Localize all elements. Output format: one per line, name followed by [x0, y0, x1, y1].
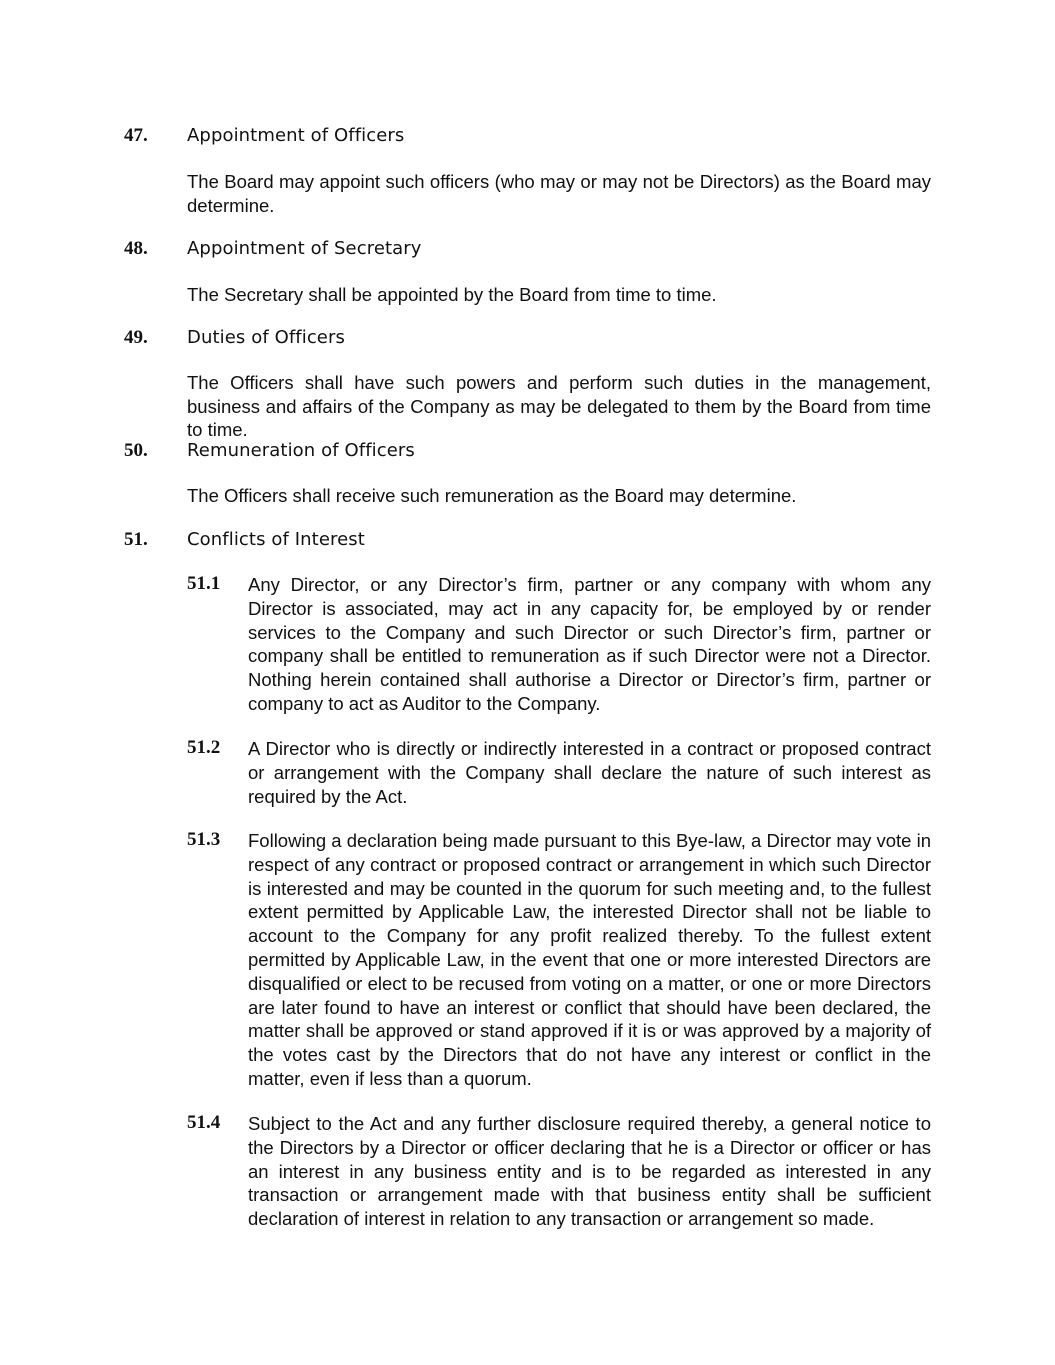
- subsection-number: 51.1: [187, 573, 221, 594]
- section-body: The Officers shall have such powers and perform such duties in the management, business and affairs of the Company as may be delegated to them by the Board from time to time.: [187, 372, 931, 441]
- subsection-number: 51.2: [187, 737, 221, 758]
- section-body: The Secretary shall be appointed by the Board from time to time.: [187, 284, 717, 305]
- subsection-body: A Director who is directly or indirectly interested in a contract or proposed contract or arrangement with the Company shall declare the nature of such interest as required by the Act.: [248, 738, 931, 807]
- section-number: 47.: [124, 125, 148, 146]
- subsection-body: Following a declaration being made pursuant to this Bye-law, a Director may vote in respect of any contract or proposed contract or arrangement in which such Director is interested and may be counted in the quorum for such meeting and, to the fullest extent permitted by Applicable Law, the interested Director shall not be liable to account to the Company for any profit realized thereby. To the fullest extent permitted by Applicable Law, in the event that one or more interested Directors are disqualified or elect to be recused from voting on a matter, or one or more Directors are later found to have an interest or conflict that should have been declared, the matter shall be approved or stand approved if it is or was approved by a majority of the votes cast by the Directors that do not have any interest or conflict in the matter, even if less than a quorum.: [248, 830, 931, 1089]
- section-number: 48.: [124, 238, 148, 259]
- section-number: 49.: [124, 327, 148, 348]
- section-body: The Board may appoint such officers (who may or may not be Directors) as the Board may determine.: [187, 171, 931, 216]
- subsection-body: Any Director, or any Director’s firm, partner or any company with whom any Director is associated, may act in any capacity for, be employed by or render services to the Company and such Director or such Director’s firm, partner or company shall be entitled to remuneration as if such Director were not a Director. Nothing herein contained shall authorise a Director or Director’s firm, partner or company to act as Auditor to the Company.: [248, 574, 931, 714]
- section-title: Conflicts of Interest: [187, 529, 365, 550]
- subsection-number: 51.3: [187, 829, 221, 850]
- section-title: Duties of Officers: [187, 327, 345, 348]
- section-body: The Officers shall receive such remuneration as the Board may determine.: [187, 485, 797, 506]
- section-number: 51.: [124, 529, 148, 550]
- section-number: 50.: [124, 440, 148, 461]
- section-title: Remuneration of Officers: [187, 440, 415, 461]
- subsection-body: Subject to the Act and any further disclosure required thereby, a general notice to the Directors by a Director or officer declaring that he is a Director or officer or has an interest in any business entity and is to be regarded as interested in any transaction or arrangement made with that business entity shall be sufficient declaration of interest in relation to any transaction or arrangement so made.: [248, 1113, 931, 1230]
- section-title: Appointment of Secretary: [187, 238, 422, 259]
- subsection-number: 51.4: [187, 1112, 221, 1133]
- section-title: Appointment of Officers: [187, 125, 405, 146]
